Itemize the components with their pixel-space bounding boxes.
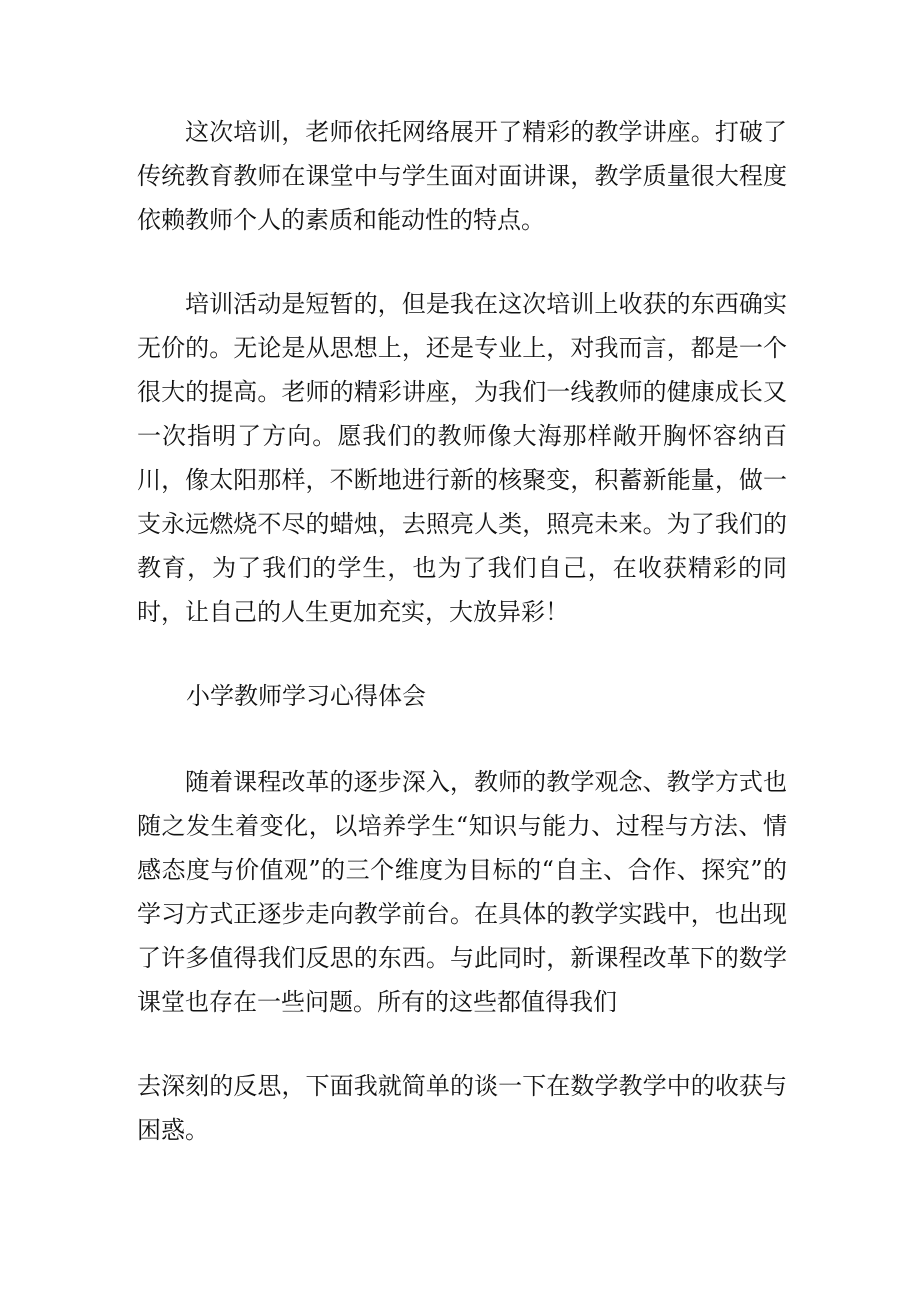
paragraph-training-lecture: 这次培训，老师依托网络展开了精彩的教学讲座。打破了传统教育教师在课堂中与学生面对面讲课，教学质量很大程度依赖教师个人的素质和能动性的特点。 xyxy=(137,118,787,234)
section-heading: 小学教师学习心得体会 xyxy=(186,682,426,710)
paragraph-continuation: 去深刻的反思，下面我就简单的谈一下在数学教学中的收获与困惑。 xyxy=(137,1072,787,1144)
paragraph-training-reflection: 培训活动是短暂的，但是我在这次培训上收获的东西确实无价的。无论是从思想上，还是专业上，对我而言，都是一个很大的提高。老师的精彩讲座，为我们一线教师的健康成长又一次指明了方向。愿我们的教师像大海那样敞开胸怀容纳百川，像太阳那样，不断地进行新的核聚变，积蓄新能量，做一支永远燃烧不尽的蜡烛，去照亮人类，照亮未来。为了我们的教育，为了我们的学生，也为了我们自己，在收获精彩的同时，让自己的人生更加充实，大放异彩！ xyxy=(137,290,787,626)
paragraph-curriculum-reform: 随着课程改革的逐步深入，教师的教学观念、教学方式也随之发生着变化，以培养学生“知识与能力、过程与方法、情感态度与价值观”的三个维度为目标的“自主、合作、探究”的学习方式正逐步走向教学前台。在具体的教学实践中，也出现了许多值得我们反思的东西。与此同时，新课程改革下的数学课堂也存在一些问题。所有的这些都值得我们 xyxy=(137,768,787,1016)
